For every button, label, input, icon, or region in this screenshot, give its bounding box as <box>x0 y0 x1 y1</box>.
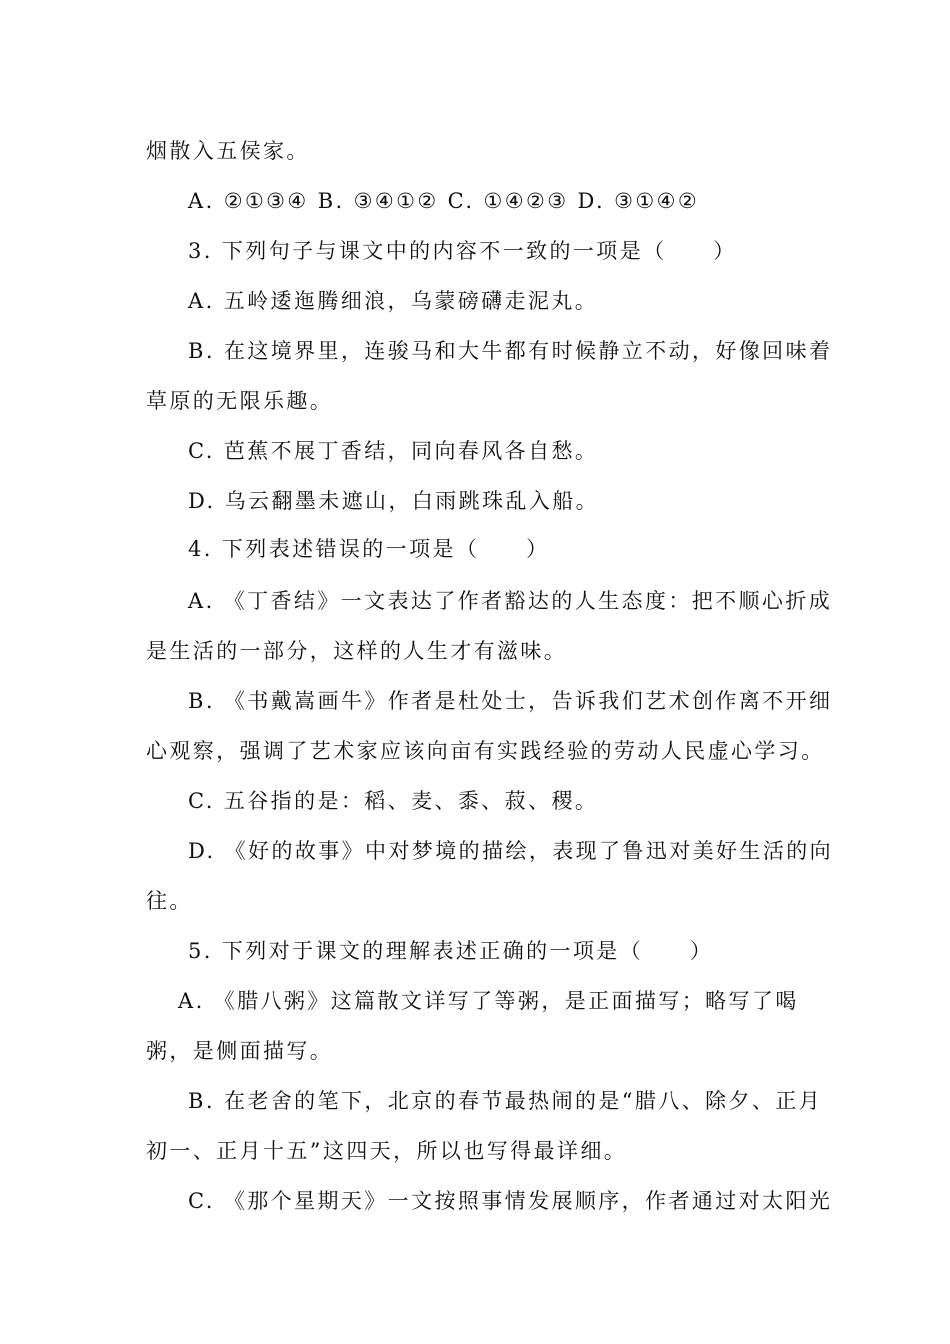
question-3-option-c: C. 芭蕉不展丁香结，同向春风各自愁。 <box>188 439 599 463</box>
question-4-option-b: B. 《书戴嵩画牛》作者是杜处士，告诉我们艺术创作离不开细 <box>188 689 833 713</box>
question-3-option-d: D. 乌云翻墨未遮山，白雨跳珠乱入船。 <box>188 489 600 513</box>
question-5-stem: 5. 下列对于课文的理解表述正确的一项是（ ） <box>188 939 714 963</box>
question-4-option-d-continued: 往。 <box>146 889 193 913</box>
question-3-option-b: B. 在这境界里，连骏马和大牛都有时候静立不动，好像回味着 <box>188 339 833 363</box>
question-4-option-d: D. 《好的故事》中对梦境的描绘，表现了鲁迅对美好生活的向 <box>188 839 834 863</box>
question-2-options: A. ②①③④ B. ③④①② C. ①④②③ D. ③①④② <box>188 189 700 213</box>
question-4-stem: 4. 下列表述错误的一项是（ ） <box>188 537 550 561</box>
question-4-option-a-continued: 是生活的一部分，这样的人生才有滋味。 <box>146 639 568 663</box>
question-5-option-a: A. 《腊八粥》这篇散文详写了等粥，是正面描写；略写了喝 <box>178 989 799 1013</box>
question-5-option-b-continued: 初一、正月十五”这四天，所以也写得最详细。 <box>146 1139 628 1163</box>
question-5-option-a-continued: 粥，是侧面描写。 <box>146 1039 334 1063</box>
question-5-option-b: B. 在老舍的笔下，北京的春节最热闹的是“腊八、除夕、正月 <box>188 1089 823 1113</box>
question-4-option-b-continued: 心观察，强调了艺术家应该向亩有实践经验的劳动人民虚心学习。 <box>146 739 825 763</box>
question-3-option-a: A. 五岭逶迤腾细浪，乌蒙磅礴走泥丸。 <box>188 289 599 313</box>
question-5-option-c: C. 《那个星期天》一文按照事情发展顺序，作者通过对太阳光 <box>188 1189 833 1213</box>
text-line-1: 烟散入五侯家。 <box>146 139 310 163</box>
question-3-stem: 3. 下列句子与课文中的内容不一致的一项是（ ） <box>188 239 737 263</box>
question-4-option-a: A. 《丁香结》一文表达了作者豁达的人生态度：把不顺心折成 <box>188 589 833 613</box>
question-4-option-c: C. 五谷指的是：稻、麦、黍、菽、稷。 <box>188 789 599 813</box>
question-3-option-b-continued: 草原的无限乐趣。 <box>146 389 334 413</box>
